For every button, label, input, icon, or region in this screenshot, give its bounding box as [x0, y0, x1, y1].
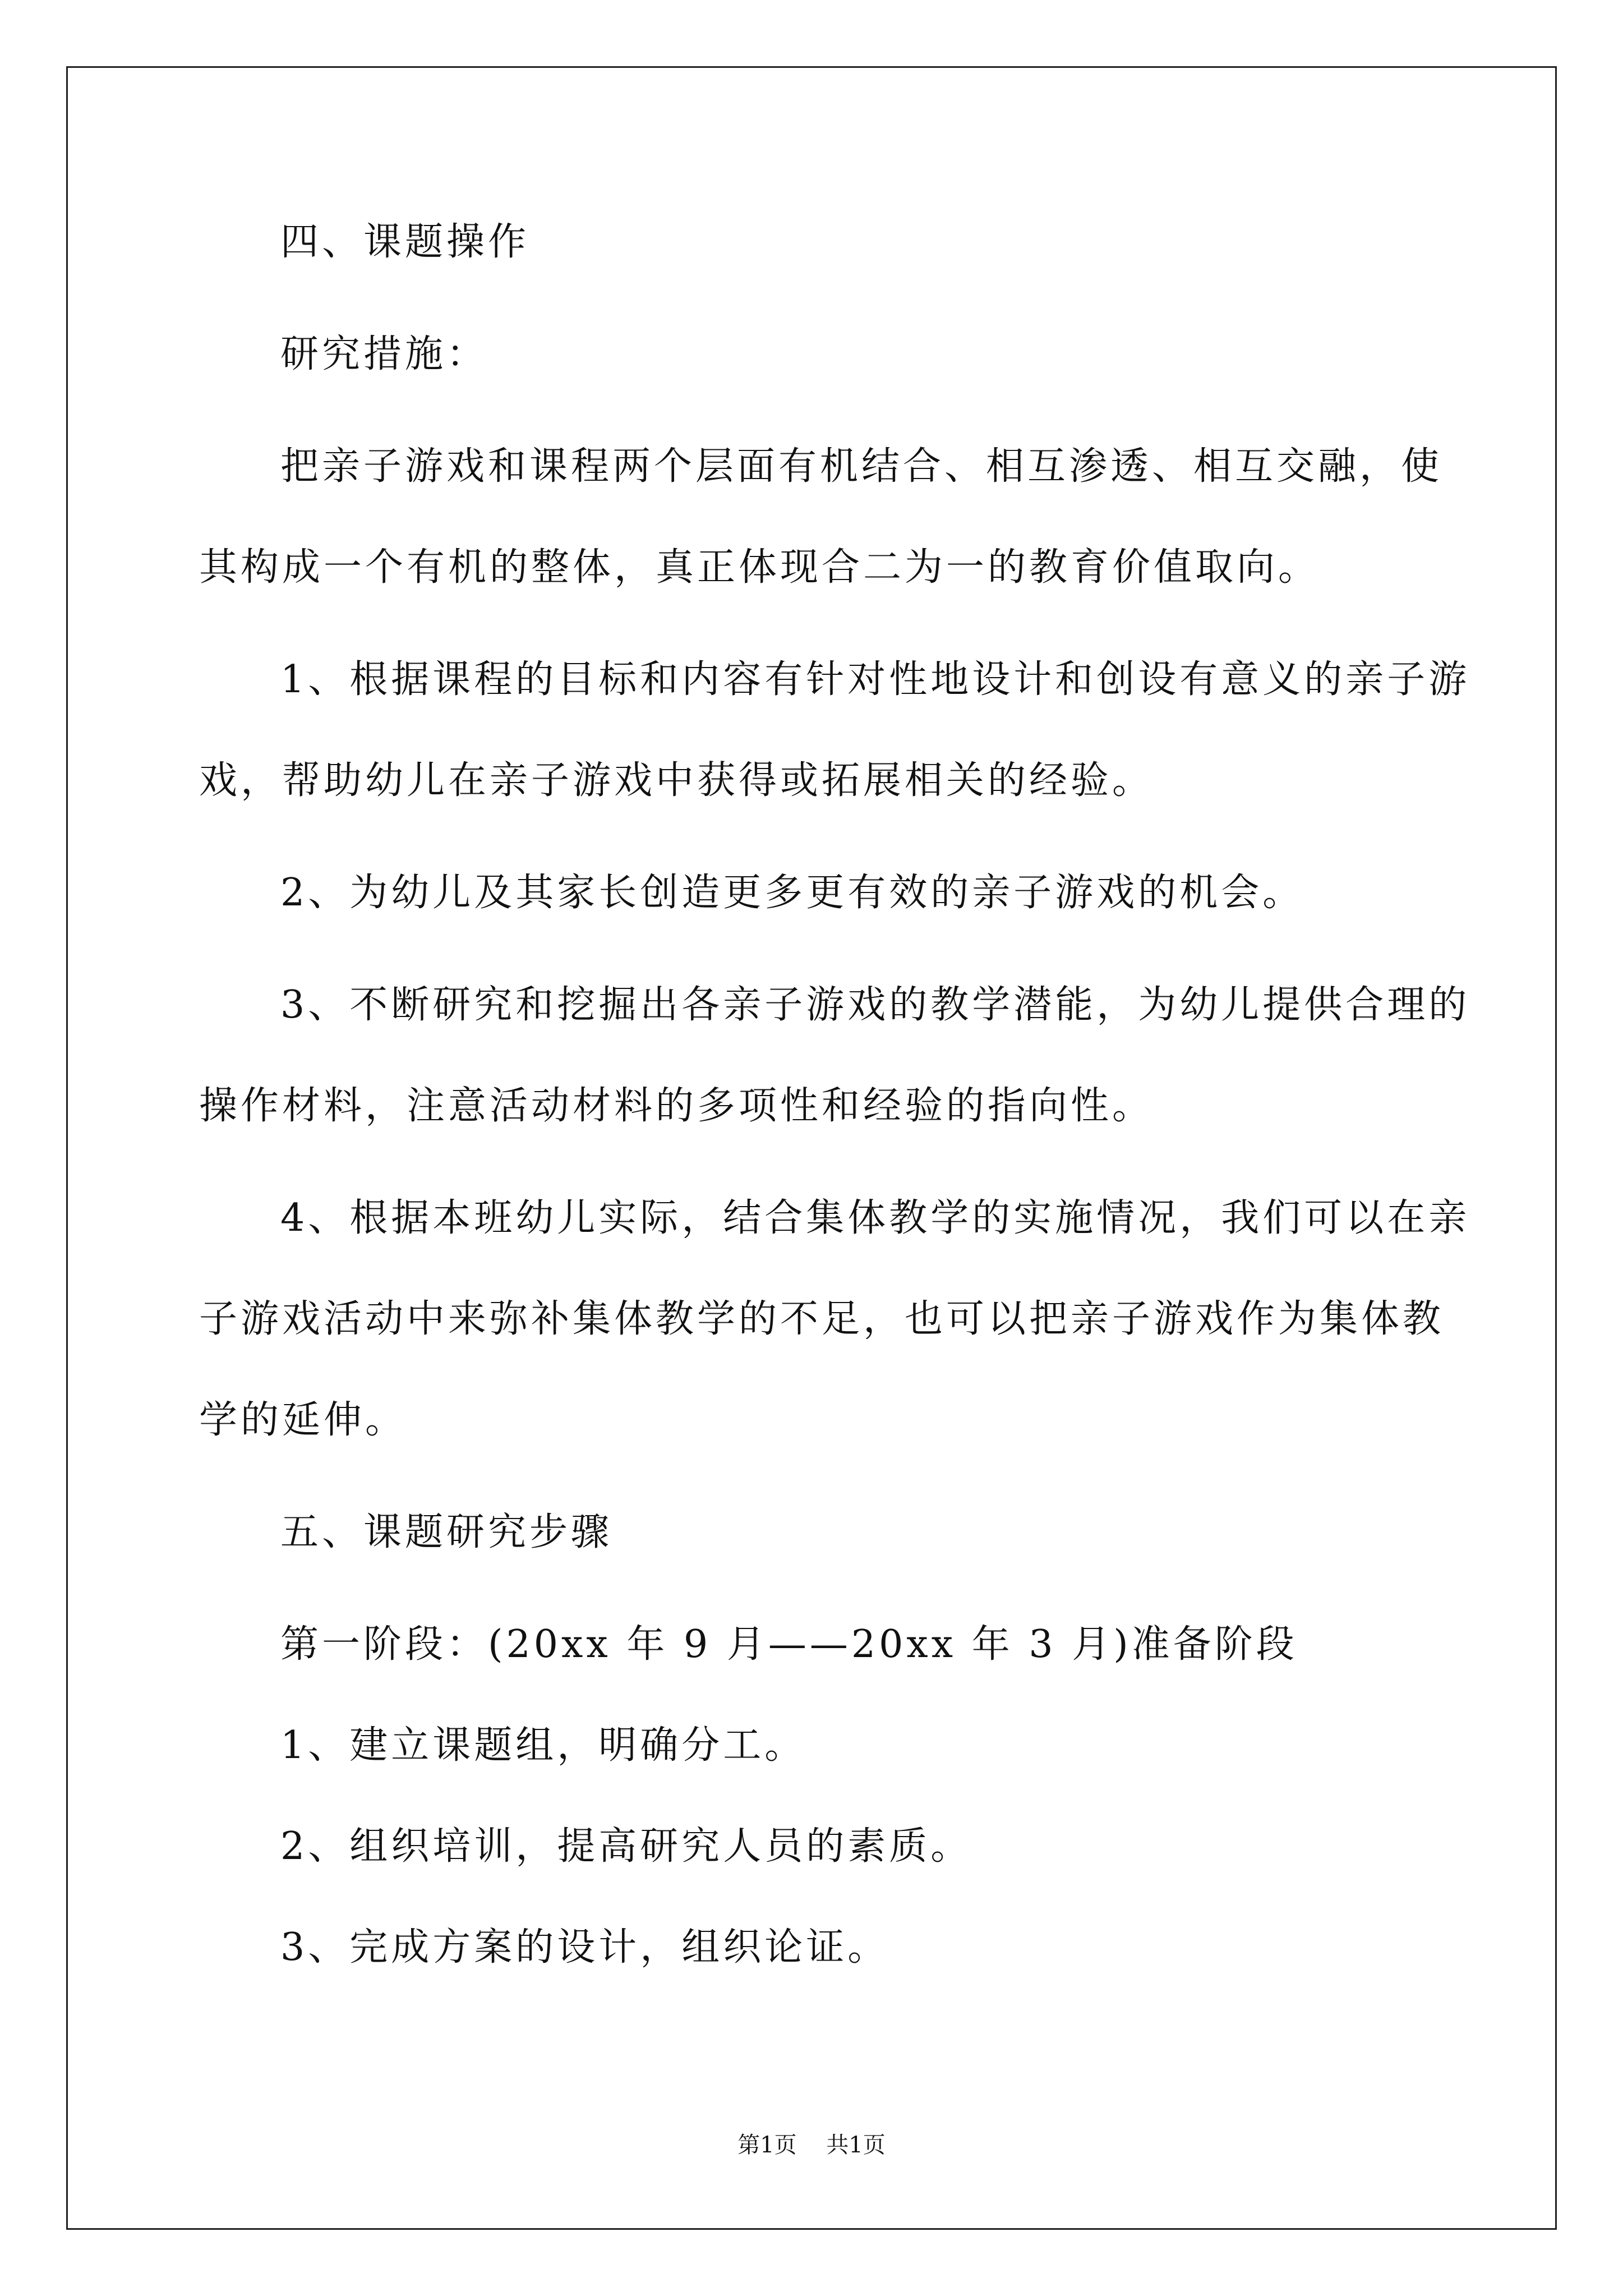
- intro-line-2: 其构成一个有机的整体，真正体现合二为一的教育价值取向。: [199, 545, 1320, 590]
- stage-1: [199, 1593, 1422, 1696]
- item-2: [199, 841, 1422, 945]
- item-1-line-1: [199, 628, 1470, 731]
- item-1-line-2: 戏，帮助幼儿在亲子游戏中获得或拓展相关的经验。: [199, 758, 1154, 803]
- section-heading-4: [199, 191, 1422, 294]
- item-2-text: 2、为幼儿及其家长创造更多更有效的亲子游戏的机会。: [280, 871, 1304, 915]
- item-1-line-1-text: 1、根据课程的目标和内容有针对性地设计和创设有意义的亲子游: [280, 657, 1470, 702]
- step-2-text: 2、组织培训，提高研究人员的素质。: [280, 1824, 972, 1869]
- page-number: 第1页: [737, 2132, 797, 2158]
- stage-1-text: 第一阶段：(20xx 年 9 月——20xx 年 3 月)准备阶段: [280, 1622, 1298, 1667]
- intro-line-1-text: 把亲子游戏和课程两个层面有机结合、相互渗透、相互交融，使: [280, 444, 1443, 489]
- item-3-line-2: 操作材料，注意活动材料的多项性和经验的指向性。: [199, 1084, 1154, 1128]
- step-1: [199, 1694, 1422, 1797]
- measures-title: [199, 303, 1422, 406]
- page-total: 共1页: [826, 2132, 886, 2158]
- step-3-text: 3、完成方案的设计，组织论证。: [280, 1925, 889, 1970]
- item-4-line-2: 子游戏活动中来弥补集体教学的不足，也可以把亲子游戏作为集体教: [199, 1297, 1445, 1341]
- item-3-line-1-text: 3、不断研究和挖掘出各亲子游戏的教学潜能，为幼儿提供合理的: [280, 983, 1470, 1027]
- section-heading-5-text: 五、课题研究步骤: [280, 1510, 613, 1554]
- item-3-line-1: [199, 954, 1470, 1057]
- step-3: [199, 1896, 1422, 1999]
- measures-title-text: 研究措施：: [280, 332, 488, 376]
- section-heading-4-text: 四、课题操作: [280, 220, 530, 264]
- step-2: [199, 1795, 1422, 1898]
- intro-line-1: [199, 415, 1443, 518]
- page-footer: [0, 2132, 1623, 2159]
- item-4-line-1-text: 4、根据本班幼儿实际，结合集体教学的实施情况，我们可以在亲: [280, 1196, 1470, 1240]
- item-4-line-3: 学的延伸。: [199, 1398, 407, 1442]
- item-4-line-1: [199, 1167, 1470, 1270]
- section-heading-5: [199, 1481, 1422, 1584]
- step-1-text: 1、建立课题组，明确分工。: [280, 1723, 806, 1768]
